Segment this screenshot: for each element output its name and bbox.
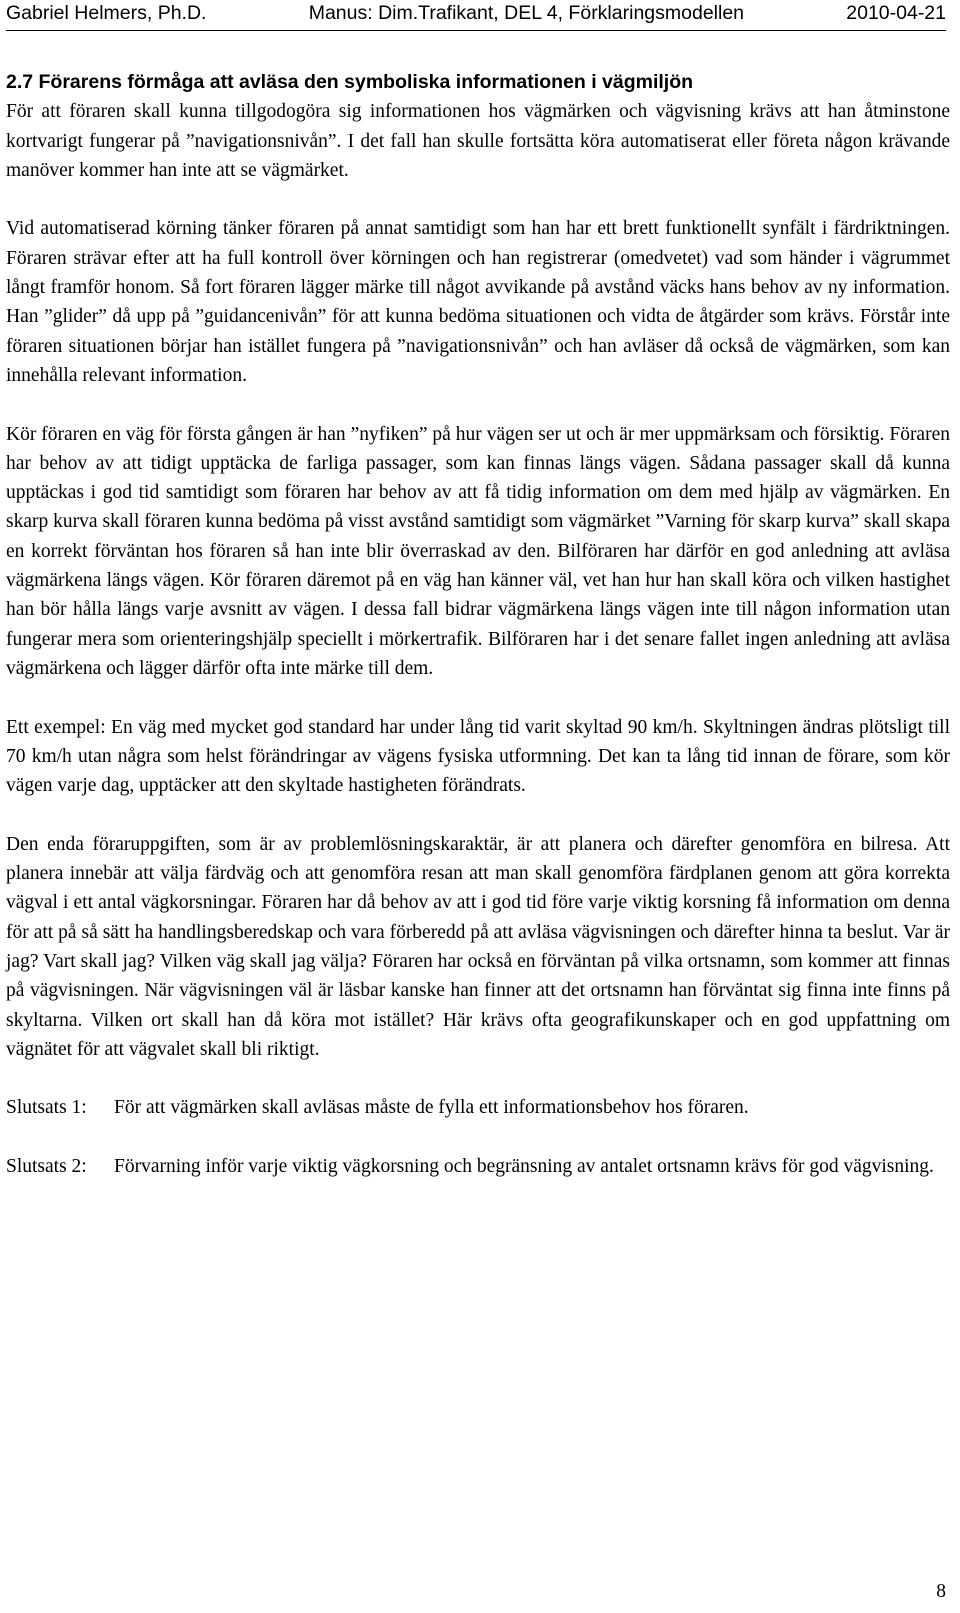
paragraph-5: Den enda föraruppgiften, som är av problemlösningskaraktär, är att planera och därefter genomföra en bilresa. Att planera innebär att välja färdväg och att genomföra resan att man skall genomföra färdplanen genom att göra korrekta vägval i ett antal vägkorsningar. Föraren har då behov av att i god tid före varje viktig korsning få information om denna för att på så sätt ha handlingsberedskap och vara förberedd på att avläsa vägvisningen och därefter hinna ta beslut. Var är jag? Vart skall jag? Vilken väg skall jag välja? Föraren har också en förväntan på vilka ortsnamn, som kommer att finnas på vägvisningen. När vägvisningen väl är läsbar kanske han finner att det ortsnamn han förväntat sig finna inte finns på skyltarna. Vilken ort skall han då köra mot istället? Här krävs ofta geografikunskaper och en god uppfattning om vägnätet för att vägvalet skall bli riktigt. (6, 833, 950, 1060)
header-author: Gabriel Helmers, Ph.D. (6, 2, 207, 24)
header-manuscript: Manus: Dim.Trafikant, DEL 4, Förklaringsmodellen (308, 2, 745, 24)
page-header (6, 0, 946, 31)
page-number: 8 (936, 1581, 946, 1602)
paragraph-3: Kör föraren en väg för första gången är han ”nyfiken” på hur vägen ser ut och är mer uppmärksam och försiktig. Föraren har behov av att tidigt upptäcka de farliga passager, som kan finnas längs vägen. Sådana passager skall då kunna upptäckas i god tid samtidigt som föraren har behov av att få tidig information om dem med hjälp av vägmärken. En skarp kurva skall föraren kunna bedöma på visst avstånd samtidigt som vägmärket ”Varning för skarp kurva” skall skapa en korrekt förväntan hos föraren så han inte blir överraskad av den. Bilföraren har därför en god anledning att avläsa vägmärkena längs vägen. Kör föraren däremot på en väg han känner väl, vet han hur han skall köra och vilken hastighet han bör hålla längs varje avsnitt av vägen. I dessa fall bidrar vägmärkena längs vägen inte till någon information utan fungerar mera som orienteringshjälp speciellt i mörkertrafik. Bilföraren har i det senare fallet ingen anledning att avläsa vägmärkena och lägger därför ofta inte märke till dem. (6, 423, 950, 679)
paragraph-2: Vid automatiserad körning tänker föraren på annat samtidigt som han har ett brett funktionellt synfält i färdriktningen. Föraren strävar efter att ha full kontroll över körningen och han registrerar (omedvetet) vad som händer i vägrummet långt framför honom. Så fort föraren lägger märke till något avvikande på avstånd väcks hans behov av ny information. Han ”glider” då upp på ”guidancenivån” för att kunna bedöma situationen och vidta de åtgärder som krävs. Förstår inte föraren situationen börjar han istället fungera på ”navigationsnivån” och han avläser då också de vägmärken, som kan innehålla relevant information. (6, 218, 950, 386)
section-heading: 2.7 Förarens förmåga att avläsa den symboliska informationen i vägmiljön (6, 71, 694, 93)
document-body (6, 68, 950, 1211)
conclusion-2 (6, 1152, 950, 1181)
header-date: 2010-04-21 (846, 2, 946, 24)
conclusion-text: För att vägmärken skall avläsas måste de fylla ett informationsbehov hos föraren. (114, 1097, 749, 1119)
paragraph-4: Ett exempel: En väg med mycket god standard har under lång tid varit skyltad 90 km/h. Skyltningen ändras plötsligt till 70 km/h utan några som helst förändringar av vägens fysiska utformning. Det kan ta lång tid innan de förare, som kör vägen varje dag, upptäcker att den skyltade hastigheten förändrats. (6, 716, 950, 797)
conclusion-label: Slutsats 2: (6, 1155, 87, 1177)
conclusion-1 (6, 1093, 950, 1122)
conclusion-label: Slutsats 1: (6, 1097, 87, 1119)
paragraph-1: För att föraren skall kunna tillgodogöra sig informationen hos vägmärken och vägvisning krävs att han åtminstone kortvarigt fungerar på ”navigationsnivån”. I det fall han skulle fortsätta köra automatiserat eller företa någon krävande manöver kommer han inte att se vägmärket. (6, 101, 950, 181)
conclusion-text: Förvarning inför varje viktig vägkorsning och begränsning av antalet ortsnamn krävs för god vägvisning. (114, 1155, 934, 1177)
